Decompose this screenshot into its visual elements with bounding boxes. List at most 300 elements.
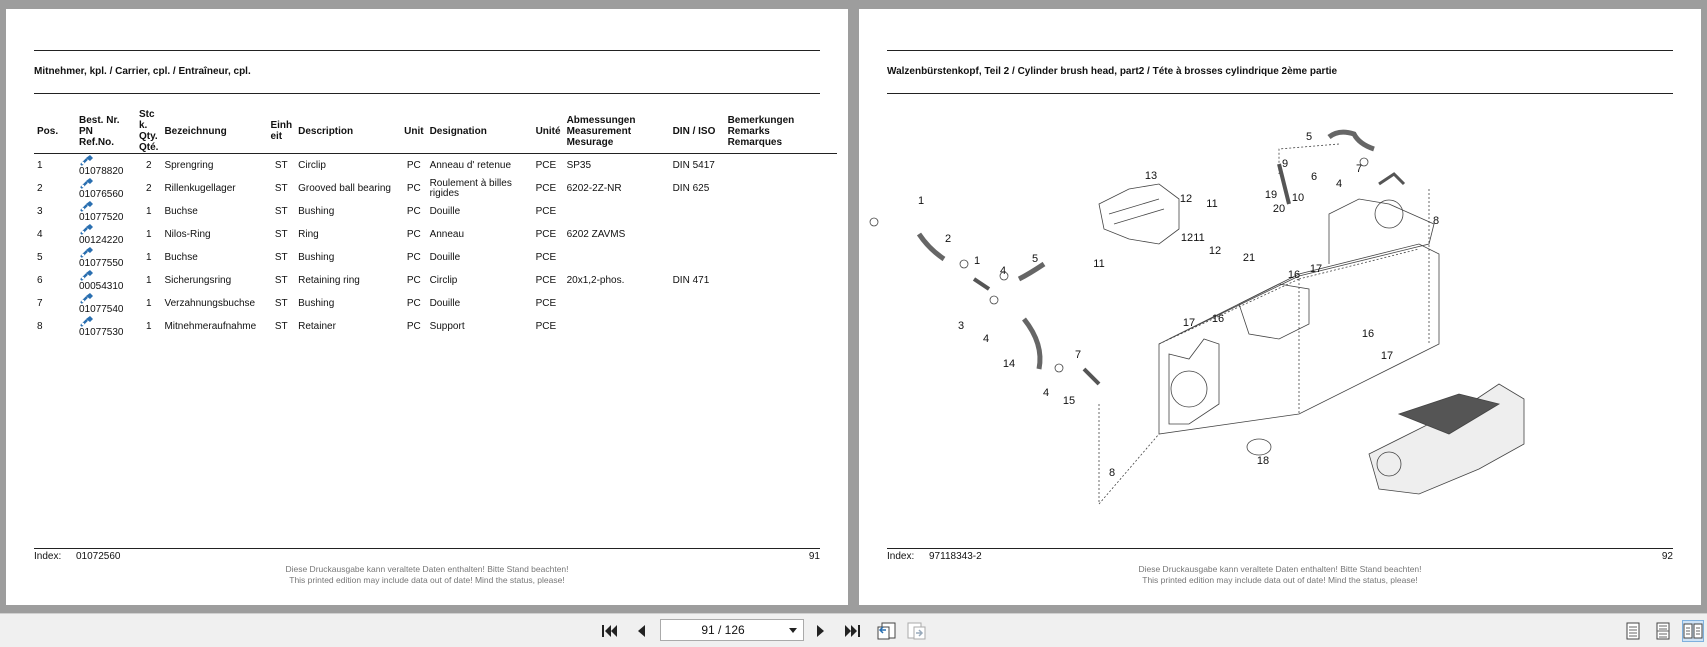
cell-bez — [161, 315, 267, 338]
table-row — [34, 200, 837, 223]
fitting-15 — [1084, 369, 1099, 384]
pos-value: 5 — [37, 251, 43, 263]
unite-value: PCE — [535, 182, 557, 194]
desc-value: Circlip — [298, 159, 326, 171]
last-page-icon — [844, 623, 862, 639]
col-description: Description — [295, 109, 401, 154]
table-row — [34, 223, 837, 246]
side-plate-bore — [1171, 371, 1207, 407]
cell-pn[interactable] — [76, 246, 136, 269]
einh-value: ST — [274, 297, 288, 309]
footer-page-number: 92 — [1661, 551, 1673, 562]
cell-unite — [533, 200, 564, 223]
bez-value: Buchse — [164, 205, 198, 217]
cell-unite — [533, 269, 564, 292]
callout-number: 4 — [999, 265, 1007, 277]
callout-number: 11 — [1193, 232, 1205, 244]
navigate-back-icon — [876, 621, 898, 641]
qty-value: 1 — [145, 274, 152, 286]
col-einheit-line: Einh — [270, 120, 293, 131]
designation-value: Anneau d' retenue — [429, 159, 511, 171]
table-header-row — [34, 109, 837, 154]
parts-table — [34, 109, 837, 338]
continuous-view-button[interactable] — [1652, 620, 1674, 642]
callout-number: 5 — [1031, 253, 1039, 265]
din-value: DIN 625 — [672, 182, 710, 194]
designation-value: Douille — [429, 297, 461, 309]
cell-pos — [34, 292, 76, 315]
cell-din — [670, 200, 725, 223]
footer-index-label: Index: — [34, 551, 62, 562]
cell-pos — [34, 315, 76, 338]
last-page-button[interactable] — [842, 620, 864, 642]
measure-value: 20x1,2-phos. — [566, 274, 625, 286]
col-bem-line: Remarques — [727, 136, 783, 148]
table-row — [34, 246, 837, 269]
cell-pn[interactable] — [76, 154, 136, 178]
designation-value: Support — [429, 320, 465, 332]
callout-number: 21 — [1242, 252, 1256, 264]
col-unit: Unit — [401, 109, 426, 154]
callout-number: 14 — [1002, 358, 1016, 370]
first-page-icon — [600, 623, 618, 639]
cell-designation — [427, 269, 533, 292]
unit-value: PC — [406, 228, 421, 240]
table-row — [34, 154, 837, 178]
unite-value: PCE — [535, 228, 557, 240]
unit-value: PC — [406, 251, 421, 263]
cell-unit — [401, 200, 426, 223]
col-abmessungen — [564, 109, 670, 154]
cell-einh — [267, 223, 295, 246]
unit-value: PC — [406, 182, 421, 194]
cell-designation — [427, 246, 533, 269]
two-page-view-button[interactable] — [1682, 620, 1704, 642]
cell-qty — [136, 223, 161, 246]
clamp-1b — [960, 260, 968, 268]
chevron-down-icon — [789, 628, 797, 633]
footer-index-label: Index: — [887, 551, 915, 562]
col-pn-line: Ref.No. — [79, 136, 114, 148]
center-bracket — [1239, 284, 1309, 339]
cell-qty — [136, 200, 161, 223]
col-part-number — [76, 109, 136, 154]
pn-value: 01076560 — [79, 189, 124, 200]
measure-value: SP35 — [566, 159, 592, 171]
cell-desc — [295, 154, 401, 178]
col-bemerkungen — [725, 109, 837, 154]
cell-unit — [401, 177, 426, 200]
cell-unit — [401, 269, 426, 292]
cell-designation — [427, 315, 533, 338]
page-indicator: 91 / 126 — [701, 623, 745, 637]
callout-number: 11 — [1093, 258, 1105, 270]
callout-number: 7 — [1355, 163, 1363, 175]
single-page-view-button[interactable] — [1622, 620, 1644, 642]
cell-desc — [295, 223, 401, 246]
cell-designation — [427, 200, 533, 223]
table-row — [34, 315, 837, 338]
previous-page-icon — [634, 623, 648, 639]
bez-value: Nilos-Ring — [164, 228, 211, 240]
cell-unite — [533, 154, 564, 178]
col-qty — [136, 109, 161, 154]
page-title: Mitnehmer, kpl. / Carrier, cpl. / Entraîneur, cpl. — [34, 66, 251, 77]
hose-2 — [919, 234, 944, 259]
pos-value: 1 — [37, 159, 43, 171]
cell-unit — [401, 223, 426, 246]
callout-number: 6 — [1310, 171, 1318, 183]
viewer-toolbar — [0, 613, 1707, 647]
einh-value: ST — [274, 228, 288, 240]
cell-remarks — [725, 292, 837, 315]
unite-value: PCE — [535, 320, 557, 332]
col-pn-line: PN — [79, 125, 93, 137]
cell-designation — [427, 154, 533, 178]
designation-value: Circlip — [429, 274, 458, 286]
din-value: DIN 471 — [672, 274, 710, 286]
einh-value: ST — [274, 251, 288, 263]
side-plate — [1169, 339, 1219, 424]
callout-number: 4 — [1335, 178, 1343, 190]
title-rule — [34, 93, 820, 94]
qty-value: 2 — [145, 159, 152, 171]
cell-pn[interactable] — [76, 223, 136, 246]
callout-number: 1 — [973, 255, 981, 267]
cell-unite — [533, 315, 564, 338]
hose-5a — [1019, 264, 1044, 279]
cell-remarks — [725, 177, 837, 200]
cell-einh — [267, 269, 295, 292]
cell-measure — [564, 154, 670, 178]
pos-value: 3 — [37, 205, 43, 217]
cell-unit — [401, 292, 426, 315]
cell-unite — [533, 246, 564, 269]
cell-bez — [161, 269, 267, 292]
footer-page-number: 91 — [808, 551, 820, 562]
callout-number: 12 — [1208, 245, 1222, 257]
clamp-4c — [1055, 364, 1063, 372]
unit-value: PC — [406, 297, 421, 309]
continuous-page-icon — [1655, 622, 1671, 640]
header-rule — [887, 50, 1673, 51]
clamp-4b — [990, 296, 998, 304]
desc-value: Grooved ball bearing — [298, 182, 391, 194]
cell-measure — [564, 223, 670, 246]
col-designation: Designation — [427, 109, 533, 154]
cell-unite — [533, 223, 564, 246]
fitting-3 — [974, 279, 989, 289]
unit-value: PC — [406, 320, 421, 332]
cell-pn[interactable] — [76, 292, 136, 315]
einh-value: ST — [274, 159, 288, 171]
designation-value: Douille — [429, 205, 461, 217]
designation-value: Anneau — [429, 228, 465, 240]
callout-number: 1 — [917, 195, 925, 207]
bez-value: Sicherungsring — [164, 274, 232, 286]
desc-value: Retainer — [298, 320, 336, 332]
desc-value: Bushing — [298, 205, 335, 217]
cell-designation — [427, 177, 533, 200]
cell-designation — [427, 292, 533, 315]
cell-qty — [136, 246, 161, 269]
frame-top — [1169, 199, 1434, 339]
unit-value: PC — [406, 205, 421, 217]
cell-din — [670, 223, 725, 246]
designation-value: Roulement à billes rigides — [429, 177, 512, 199]
callout-number: 4 — [982, 333, 990, 345]
cell-unit — [401, 154, 426, 178]
page-title: Walzenbürstenkopf, Teil 2 / Cylinder brush head, part2 / Téte à brosses cylindrique 2ème partie — [887, 66, 1338, 77]
callout-number: 2 — [944, 233, 952, 245]
cell-bez — [161, 154, 267, 178]
cell-einh — [267, 177, 295, 200]
pos-value: 6 — [37, 274, 43, 286]
cell-pn[interactable] — [76, 200, 136, 223]
two-page-icon — [1683, 622, 1703, 640]
cell-designation — [427, 223, 533, 246]
cell-einh — [267, 315, 295, 338]
left-page — [6, 9, 848, 605]
col-bem-line: Remarks — [727, 125, 770, 137]
unite-value: PCE — [535, 274, 557, 286]
pn-value: 00124220 — [79, 235, 124, 246]
cell-desc — [295, 292, 401, 315]
bracket-13 — [1099, 184, 1179, 244]
callout-number: 17 — [1309, 263, 1323, 275]
pos-value: 2 — [37, 182, 43, 194]
cell-einh — [267, 292, 295, 315]
col-bezeichnung: Bezeichnung — [161, 109, 267, 154]
callout-number: 16 — [1287, 269, 1301, 281]
col-pos: Pos. — [34, 109, 76, 154]
cell-bez — [161, 200, 267, 223]
cell-pn[interactable] — [76, 269, 136, 292]
unit-value: PC — [406, 159, 421, 171]
callout-number: 18 — [1256, 455, 1270, 467]
cell-qty — [136, 315, 161, 338]
callout-number: 17 — [1182, 317, 1196, 329]
navigate-back-button[interactable] — [876, 620, 898, 642]
callout-number: 5 — [1305, 131, 1313, 143]
spring-10 — [1279, 164, 1289, 204]
first-page-button[interactable] — [598, 620, 620, 642]
col-unite: Unité — [533, 109, 564, 154]
cell-din — [670, 154, 725, 178]
previous-page-button[interactable] — [630, 620, 652, 642]
right-page — [859, 9, 1701, 605]
footer-index-value: 97118343-2 — [929, 551, 982, 562]
col-qty-line: Stc — [139, 109, 155, 120]
cell-einh — [267, 246, 295, 269]
next-page-button[interactable] — [810, 620, 832, 642]
unite-value: PCE — [535, 159, 557, 171]
next-page-icon — [814, 623, 828, 639]
cell-pos — [34, 269, 76, 292]
hose-5b — [1329, 132, 1374, 149]
exploded-view-drawing — [859, 104, 1701, 544]
header-rule — [34, 50, 820, 51]
einh-value: ST — [274, 320, 288, 332]
cell-qty — [136, 177, 161, 200]
qty-value: 2 — [145, 182, 152, 194]
callout-number: 8 — [1432, 215, 1440, 227]
cell-pos — [34, 177, 76, 200]
cell-pos — [34, 154, 76, 178]
cell-bez — [161, 223, 267, 246]
cell-measure — [564, 315, 670, 338]
cell-measure — [564, 292, 670, 315]
col-pn-line: Best. Nr. — [79, 114, 120, 126]
page-select[interactable] — [660, 619, 804, 641]
callout-number: 19 — [1264, 189, 1278, 201]
pn-value: 01077520 — [79, 212, 124, 223]
cell-pn[interactable] — [76, 177, 136, 200]
cell-din — [670, 246, 725, 269]
col-qty-line: Qty. — [139, 131, 158, 142]
title-rule — [887, 93, 1673, 94]
din-value: DIN 5417 — [672, 159, 715, 171]
col-einheit — [267, 109, 295, 154]
pos-value: 4 — [37, 228, 43, 240]
cell-remarks — [725, 269, 837, 292]
desc-value: Retaining ring — [298, 274, 360, 286]
cell-einh — [267, 154, 295, 178]
cell-pos — [34, 246, 76, 269]
single-page-icon — [1625, 622, 1641, 640]
designation-value: Douille — [429, 251, 461, 263]
cell-qty — [136, 292, 161, 315]
footer-rule — [34, 548, 820, 549]
qty-value: 1 — [145, 297, 152, 309]
cell-pos — [34, 223, 76, 246]
callout-number: 8 — [1108, 467, 1116, 479]
cell-einh — [267, 200, 295, 223]
callout-number: 16 — [1211, 313, 1225, 325]
cell-qty — [136, 269, 161, 292]
bez-value: Verzahnungsbuchse — [164, 297, 256, 309]
cell-unite — [533, 292, 564, 315]
cell-din — [670, 177, 725, 200]
callout-number: 13 — [1144, 170, 1158, 182]
clamp-1 — [870, 218, 878, 226]
cell-desc — [295, 177, 401, 200]
callout-number: 3 — [957, 320, 965, 332]
cell-unit — [401, 315, 426, 338]
callout-number: 16 — [1361, 328, 1375, 340]
cell-bez — [161, 177, 267, 200]
cell-remarks — [725, 200, 837, 223]
cell-desc — [295, 246, 401, 269]
cell-pn[interactable] — [76, 315, 136, 338]
pn-value: 01077540 — [79, 304, 124, 315]
callout-number: 15 — [1062, 395, 1076, 407]
col-qty-line: k. — [139, 120, 148, 131]
col-bem-line: Bemerkungen — [727, 114, 795, 126]
table-row — [34, 177, 837, 200]
cell-din — [670, 315, 725, 338]
callout-number: 12 — [1180, 232, 1194, 244]
cell-remarks — [725, 315, 837, 338]
fitting-6 — [1379, 174, 1404, 184]
unit-value: PC — [406, 274, 421, 286]
desc-value: Bushing — [298, 297, 335, 309]
cell-unite — [533, 177, 564, 200]
bracket-13-detail — [1109, 199, 1164, 224]
cell-remarks — [725, 154, 837, 178]
callout-number: 9 — [1281, 158, 1289, 170]
disclaimer-en: This printed edition may include data out of date! Mind the status, please! — [1142, 575, 1418, 585]
desc-value: Ring — [298, 228, 319, 240]
col-qty-line: Qté. — [139, 142, 159, 153]
cell-measure — [564, 246, 670, 269]
callout-number: 17 — [1380, 350, 1394, 362]
cell-bez — [161, 292, 267, 315]
disclaimer-de: Diese Druckausgabe kann veraltete Daten enthalten! Bitte Stand beachten! — [285, 564, 569, 574]
col-abm-line: Mesurage — [566, 136, 614, 148]
navigate-forward-button[interactable] — [906, 620, 928, 642]
measure-value: 6202 ZAVMS — [566, 228, 626, 240]
qty-value: 1 — [145, 320, 152, 332]
cell-measure — [564, 177, 670, 200]
cell-measure — [564, 269, 670, 292]
cell-desc — [295, 200, 401, 223]
unite-value: PCE — [535, 205, 557, 217]
table-row — [34, 292, 837, 315]
cell-remarks — [725, 246, 837, 269]
col-abm-line: Abmessungen — [566, 114, 636, 126]
bez-value: Rillenkugellager — [164, 182, 236, 194]
bez-value: Buchse — [164, 251, 198, 263]
navigate-forward-icon — [906, 621, 928, 641]
bez-value: Mitnehmeraufnahme — [164, 320, 257, 332]
cell-bez — [161, 246, 267, 269]
einh-value: ST — [274, 274, 288, 286]
cell-din — [670, 269, 725, 292]
einh-value: ST — [274, 205, 288, 217]
pn-value: 01078820 — [79, 166, 124, 177]
col-din-iso: DIN / ISO — [670, 109, 725, 154]
disclaimer-de: Diese Druckausgabe kann veraltete Daten enthalten! Bitte Stand beachten! — [1138, 564, 1422, 574]
cell-qty — [136, 154, 161, 178]
qty-value: 1 — [145, 251, 152, 263]
callout-number: 20 — [1272, 203, 1286, 215]
callout-number: 7 — [1074, 349, 1082, 361]
clamp-18 — [1247, 439, 1271, 455]
measure-value: 6202-2Z-NR — [566, 182, 622, 194]
cell-din — [670, 292, 725, 315]
cell-desc — [295, 315, 401, 338]
pn-value: 00054310 — [79, 281, 124, 292]
einh-value: ST — [274, 182, 288, 194]
bez-value: Sprengring — [164, 159, 214, 171]
callout-number: 10 — [1291, 192, 1305, 204]
col-einheit-line: eit — [270, 131, 283, 142]
pos-value: 8 — [37, 320, 43, 332]
footer-index-value: 01072560 — [76, 551, 121, 562]
cell-pos — [34, 200, 76, 223]
unite-value: PCE — [535, 297, 557, 309]
cell-unit — [401, 246, 426, 269]
cell-desc — [295, 269, 401, 292]
footer-rule — [887, 548, 1673, 549]
unite-value: PCE — [535, 251, 557, 263]
callout-number: 12 — [1179, 193, 1193, 205]
desc-value: Bushing — [298, 251, 335, 263]
table-row — [34, 269, 837, 292]
callout-number: 11 — [1206, 198, 1218, 210]
pn-value: 01077530 — [79, 327, 124, 338]
